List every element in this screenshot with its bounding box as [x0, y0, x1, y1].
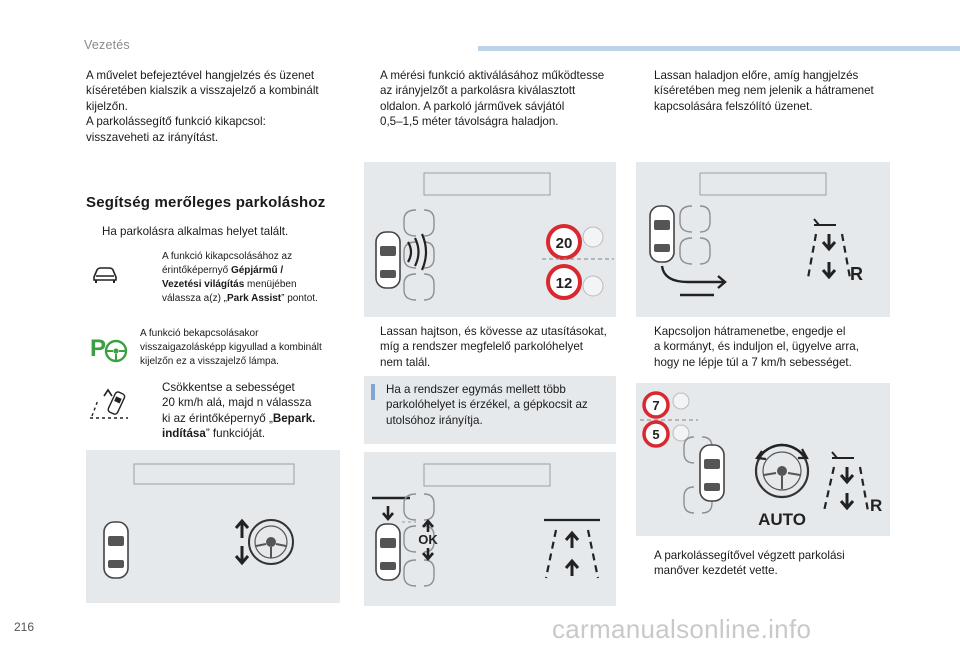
bullet-text: Lassan haladjon előre, amíg hangjelzés	[654, 69, 859, 82]
speed-sign-5	[644, 422, 689, 446]
park-assist-indicator-icon	[90, 334, 130, 364]
note-text: A funkció kikapcsolásához az	[162, 251, 293, 262]
display-screen	[700, 173, 826, 195]
car-top-icon	[376, 232, 400, 288]
svg-text:P: P	[90, 335, 107, 362]
speed-value: 5	[652, 427, 660, 442]
menu-name: Gépjármű /	[230, 265, 284, 276]
arrow-down-icon	[383, 506, 393, 519]
intro-line: kijelzőn.	[86, 99, 128, 113]
note-text: kijelzőn ez a visszajelző lámpa.	[140, 356, 279, 367]
function-name: indítása	[162, 427, 206, 441]
bullet-item	[364, 324, 620, 370]
note-activation	[140, 327, 345, 369]
bullet-text: manőver kezdetét vette.	[654, 564, 778, 578]
speed-value: 12	[555, 275, 573, 292]
parked-cars-icon	[680, 206, 710, 264]
function-name: Bepark.	[272, 411, 316, 425]
watermark: carmanualsonline.info	[552, 614, 812, 644]
reverse-letter: R	[870, 496, 883, 515]
car-menu-icon	[92, 265, 118, 283]
illustration-panel-1	[86, 450, 340, 603]
note-text: menüjében	[244, 279, 297, 290]
car-top-icon	[700, 445, 724, 501]
bullet-text: Csökkentse a sebességet	[162, 381, 295, 394]
intro-text	[86, 68, 346, 145]
forward-path-icon	[544, 520, 600, 578]
bullet-text: oldalon. A parkoló járművek sávjától	[380, 99, 565, 113]
bullet-item	[364, 68, 620, 130]
info-note	[364, 376, 616, 444]
car-top-icon	[104, 522, 128, 578]
illustration-panel-2	[364, 162, 616, 317]
ok-label: OK	[418, 532, 438, 547]
bullet-text: 20 km/h alá, majd n válassza	[162, 396, 312, 410]
header-bar	[478, 46, 960, 51]
menu-name: Park Assist	[227, 293, 282, 304]
intro-line: visszaveheti az irányítást.	[86, 130, 219, 144]
bullet-text: ” funkcióját.	[205, 427, 266, 441]
reverse-letter: R	[850, 264, 863, 284]
bullet-text: A mérési funkció aktiválásához működtesse	[380, 69, 605, 82]
auto-label: AUTO	[758, 510, 806, 529]
speed-value: 20	[555, 235, 573, 252]
section-title: Vezetés	[84, 38, 130, 52]
bullet-item	[146, 380, 346, 442]
bullet-text: hogy ne lépje túl a 7 km/h sebességet.	[654, 355, 852, 369]
note-deactivate	[148, 250, 343, 306]
illustration-panel-3	[364, 452, 616, 606]
bullet-text: nem talál.	[380, 355, 431, 369]
bullet-item	[86, 224, 362, 239]
reverse-path-icon	[808, 219, 863, 284]
note-text: A funkció bekapcsolásakor	[140, 328, 259, 339]
bullet-text: kapcsolására felszólító üzenet.	[654, 99, 813, 113]
ok-indicator-icon	[418, 521, 438, 559]
illustration-panel-4	[636, 162, 890, 317]
steering-wheel-icon	[249, 520, 293, 564]
display-screen	[134, 464, 294, 484]
note-text: Ha a rendszer egymás mellett több	[386, 383, 566, 396]
note-text: visszaigazolásképp kigyullad a kombinált	[140, 342, 322, 353]
bullet-text: a kormányt, és induljon el, ügyelve arra,	[654, 340, 859, 354]
note-text: érintőképernyő	[162, 265, 231, 276]
intro-line: A művelet befejeztével hangjelzés és üzenet	[86, 69, 315, 82]
arrow-up-down-icon	[236, 521, 248, 563]
note-text: válassza a(z) „	[162, 293, 228, 304]
bullet-text: az irányjelzőt a parkolásra kiválasztott	[380, 84, 576, 98]
speed-value: 7	[652, 398, 660, 413]
display-screen	[424, 173, 550, 195]
bullet-item	[638, 324, 894, 370]
intro-line: A parkolássegítő funkció kikapcsol:	[86, 115, 266, 129]
car-top-icon	[650, 206, 674, 262]
bullet-item	[638, 68, 894, 114]
page-number: 216	[14, 620, 35, 634]
auto-steering-icon	[756, 445, 808, 529]
menu-name: Vezetési világítás	[162, 279, 245, 290]
speed-sign-20	[542, 226, 614, 259]
sensor-waves-icon	[408, 234, 426, 270]
maneuver-path-icon	[662, 266, 725, 295]
bullet-item	[638, 548, 894, 579]
car-top-icon	[376, 524, 400, 580]
bullet-text: kíséretében meg nem jelenik a hátramenet	[654, 84, 874, 98]
bullet-text: 0,5–1,5 méter távolságra haladjon.	[380, 115, 559, 129]
bullet-text: A parkolássegítővel végzett parkolási	[654, 549, 845, 562]
bullet-text: Lassan hajtson, és kövesse az utasításokat,	[380, 325, 607, 338]
speed-sign-7	[640, 393, 698, 420]
speed-sign-12	[548, 266, 603, 298]
note-text: parkolóhelyet is érzékel, a gépkocsit az	[386, 398, 588, 412]
bullet-text: ki az érintőképernyő „	[162, 411, 273, 425]
info-stripe	[371, 384, 375, 400]
bullet-text: Ha parkolásra alkalmas helyet talált.	[102, 225, 289, 238]
note-text: utolsóhoz irányítja.	[386, 413, 483, 427]
intro-line: kíséretében kialszik a visszajelző a kombinált	[86, 84, 319, 98]
park-in-icon	[86, 386, 132, 422]
reverse-path-icon	[824, 452, 882, 515]
bullet-text: Kapcsoljon hátramenetbe, engedje el	[654, 325, 846, 338]
section-heading: Segítség merőleges parkoláshoz	[86, 194, 326, 211]
bullet-text: míg a rendszer megfelelő parkolóhelyet	[380, 340, 583, 354]
note-text: ” pontot.	[281, 293, 318, 304]
illustration-panel-5	[636, 383, 890, 536]
display-screen	[424, 464, 550, 486]
